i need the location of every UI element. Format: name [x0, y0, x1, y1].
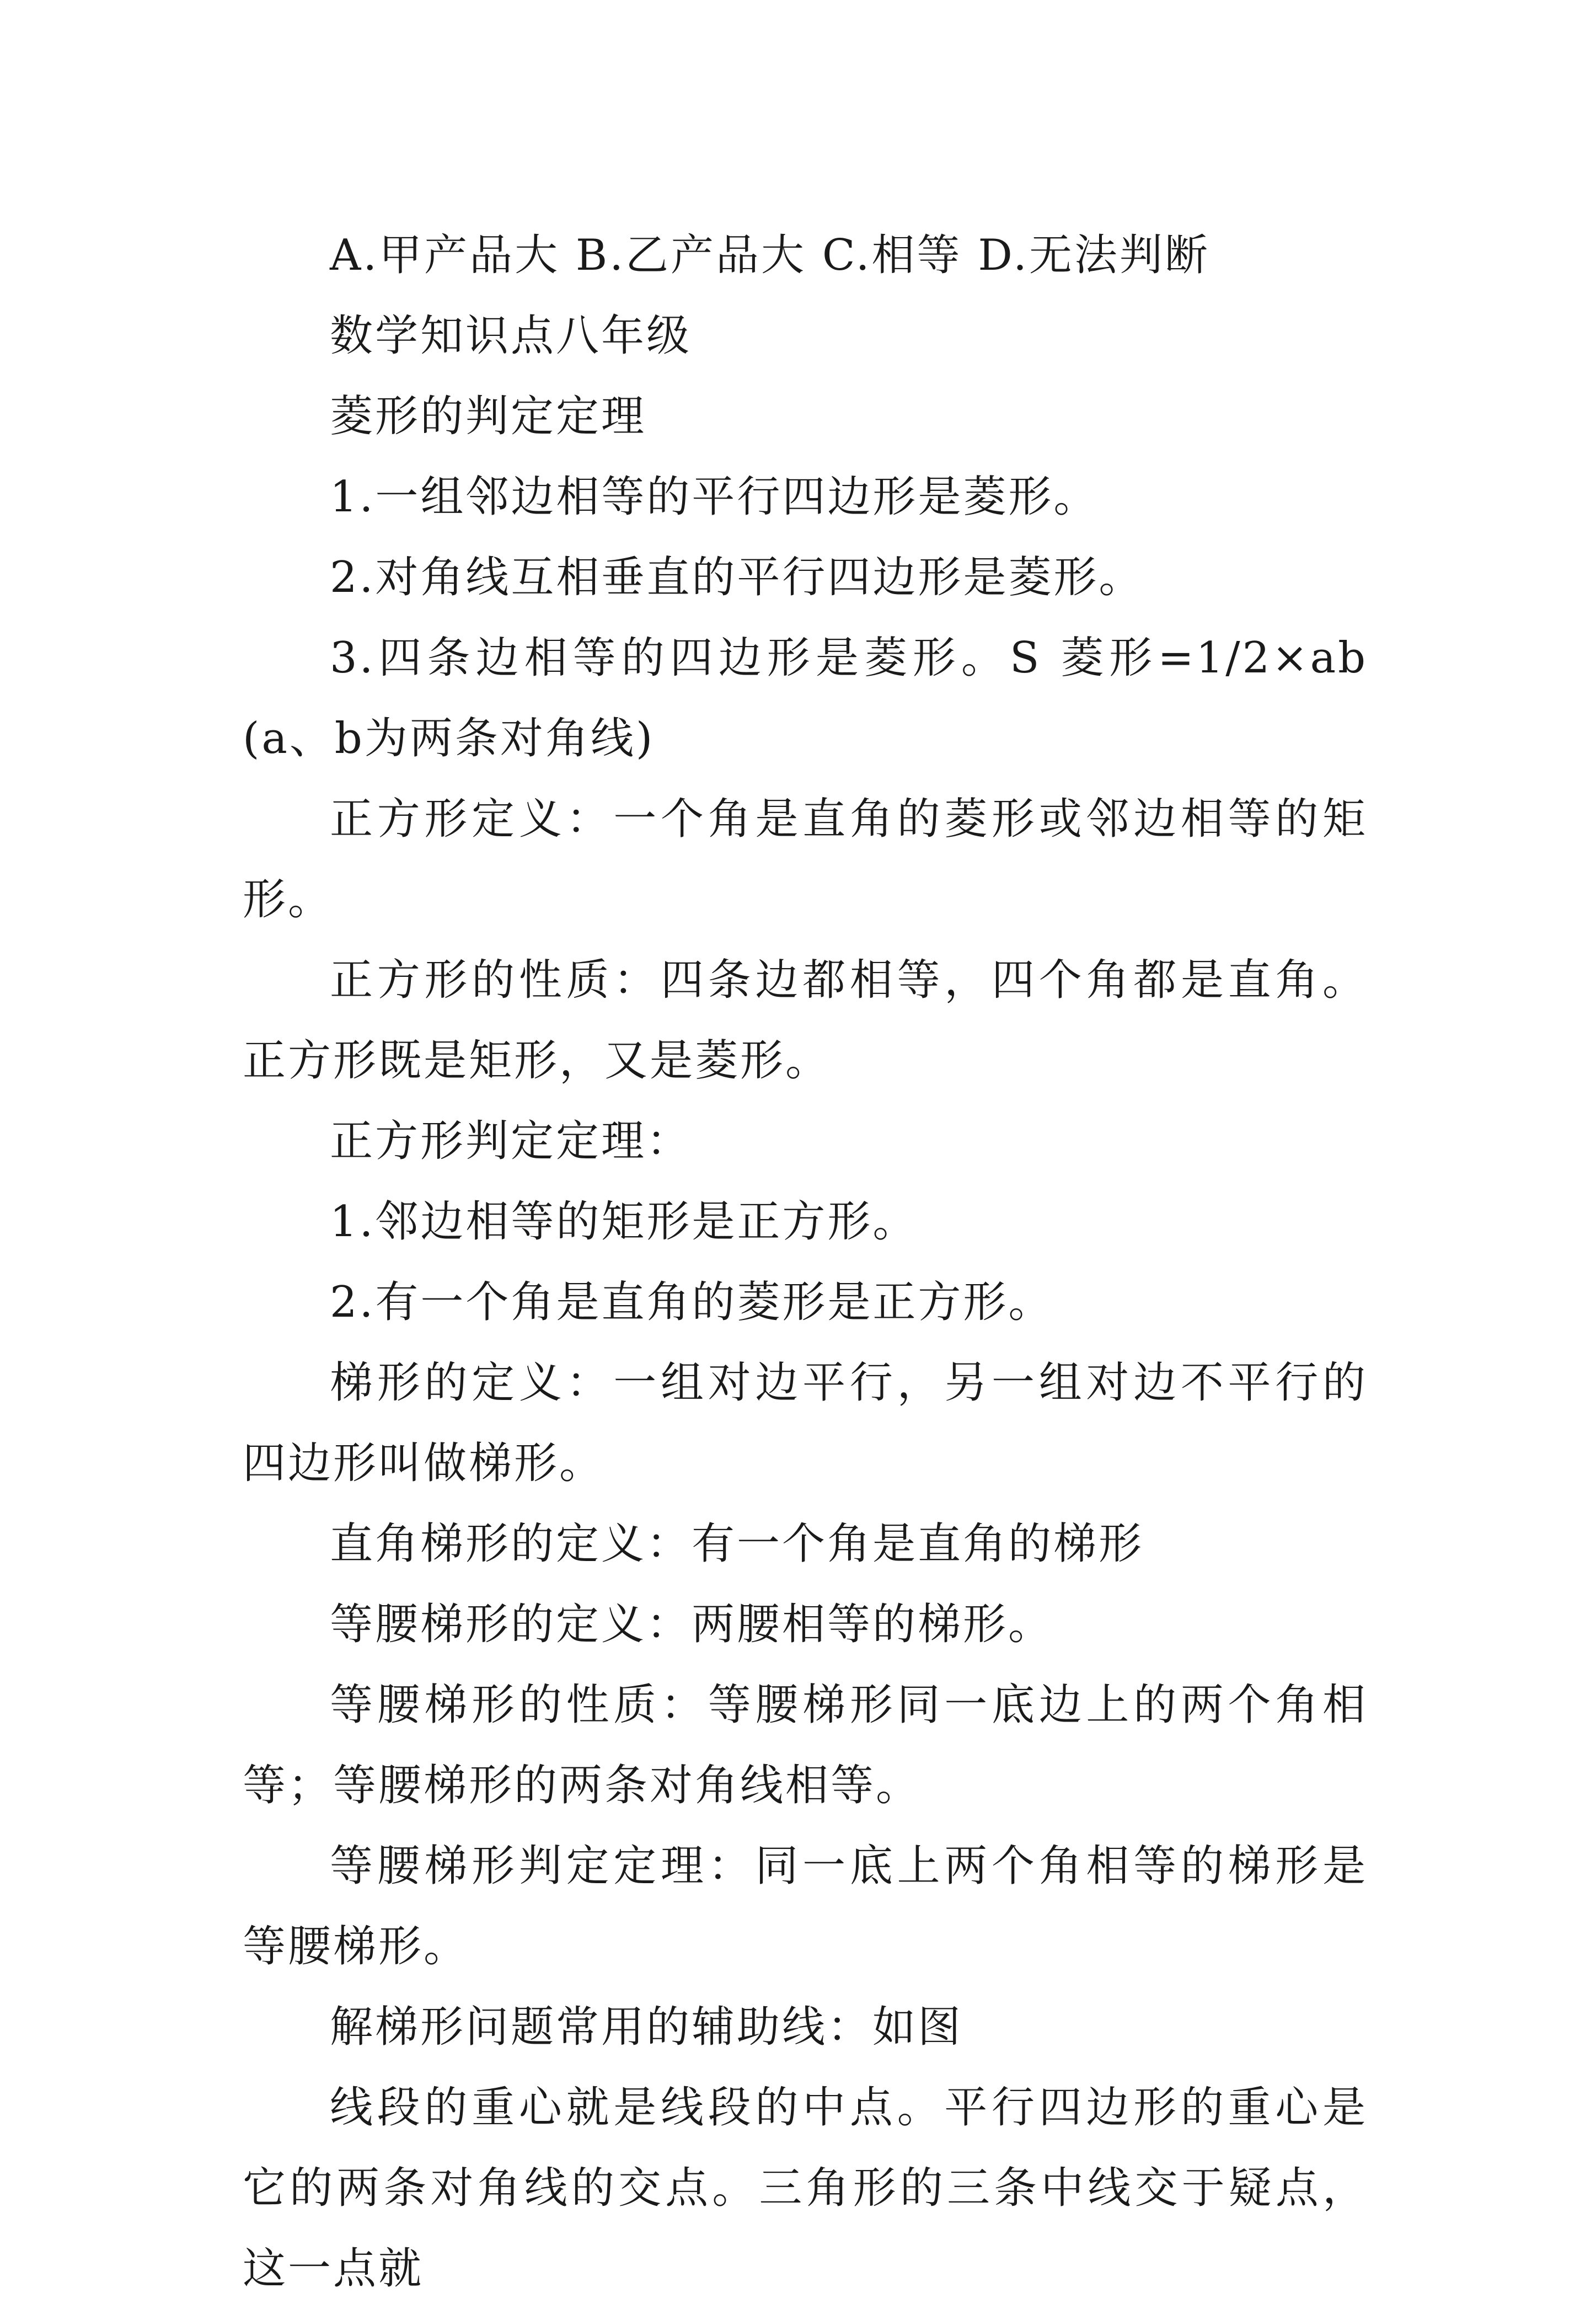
paragraph-rhombus-rule-1: 1.一组邻边相等的平行四边形是菱形。 — [330, 472, 1099, 522]
paragraph-isosceles-trapezoid-definition: 等腰梯形的定义：两腰相等的梯形。 — [330, 1600, 1054, 1649]
paragraph-right-trapezoid-definition: 直角梯形的定义：有一个角是直角的梯形 — [330, 1519, 1144, 1569]
paragraph-isosceles-trapezoid-criteria: 等腰梯形判定定理：同一底上两个角相等的梯形是等腰梯形。 — [243, 1841, 1368, 1971]
paragraph-square-properties: 正方形的性质：四条边都相等，四个角都是直角。正方形既是矩形，又是菱形。 — [243, 955, 1368, 1086]
paragraph-trapezoid-definition: 梯形的定义：一组对边平行，另一组对边不平行的四边形叫做梯形。 — [243, 1358, 1368, 1488]
paragraph-heading-square-criteria: 正方形判定定理： — [330, 1116, 692, 1166]
paragraph-heading-grade8: 数学知识点八年级 — [330, 311, 692, 361]
paragraph-center-of-gravity: 线段的重心就是线段的中点。平行四边形的重心是它的两条对角线的交点。三角形的三条中线交于疑点，这一点就 — [243, 2083, 1368, 2294]
paragraph-square-definition: 正方形定义：一个角是直角的菱形或邻边相等的矩形。 — [243, 794, 1368, 924]
paragraph-rhombus-rule-2: 2.对角线互相垂直的平行四边形是菱形。 — [330, 553, 1144, 602]
paragraph-trapezoid-auxiliary-lines: 解梯形问题常用的辅助线：如图 — [330, 2002, 963, 2052]
paragraph-heading-rhombus-criteria: 菱形的判定定理 — [330, 392, 647, 441]
paragraph-options: A.甲产品大 B.乙产品大 C.相等 D.无法判断 — [330, 231, 1210, 280]
paragraph-isosceles-trapezoid-properties: 等腰梯形的性质：等腰梯形同一底边上的两个角相等；等腰梯形的两条对角线相等。 — [243, 1680, 1368, 1810]
paragraph-rhombus-rule-3: 3.四条边相等的四边形是菱形。S 菱形=1/2×ab(a、b为两条对角线) — [243, 633, 1368, 763]
paragraph-square-rule-1: 1.邻边相等的矩形是正方形。 — [330, 1197, 918, 1247]
document-body — [243, 215, 1368, 2309]
paragraph-square-rule-2: 2.有一个角是直角的菱形是正方形。 — [330, 1278, 1054, 1327]
